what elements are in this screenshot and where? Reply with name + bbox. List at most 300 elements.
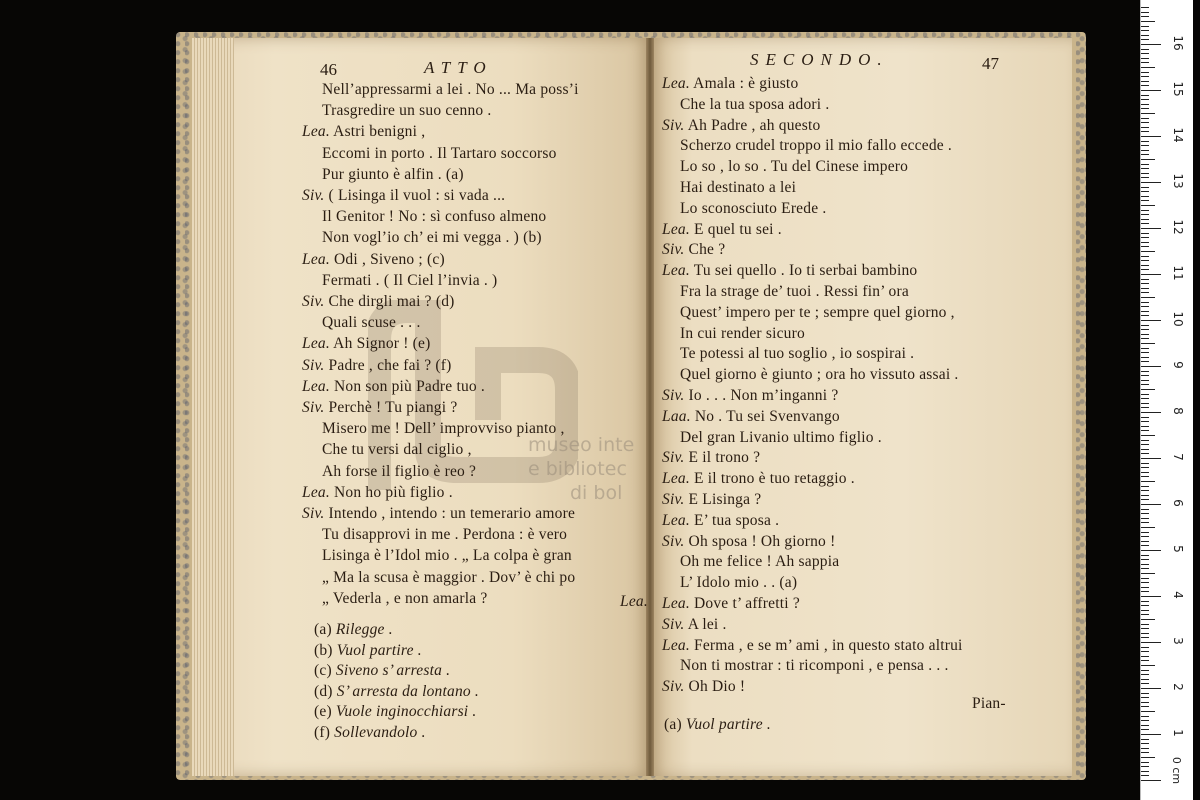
footnote (314, 702, 476, 722)
ruler-tick (1141, 467, 1149, 468)
ruler-tick (1141, 472, 1149, 473)
line-text: E il trono è tuo retaggio . (694, 470, 855, 488)
ruler-tick (1141, 532, 1149, 533)
ruler-tick (1141, 628, 1149, 629)
left-catchword: Lea. (620, 593, 648, 610)
ruler-tick (1141, 568, 1149, 569)
line-text: Oh me felice ! Ah sappia (680, 553, 840, 571)
ruler-number: 8 (1171, 407, 1185, 415)
ruler-tick (1141, 706, 1149, 707)
speaker-label: Siv. (662, 387, 685, 404)
footnote-text: Vuol partire . (685, 716, 771, 733)
watermark-text-3: di bol (570, 482, 623, 504)
ruler-tick (1141, 104, 1149, 105)
ruler-tick (1141, 274, 1161, 275)
ruler-tick (1141, 610, 1149, 611)
text-line (322, 589, 487, 609)
speaker-label: Lea. (662, 636, 690, 654)
ruler-tick (1141, 536, 1149, 537)
line-text: „ Ma la scusa è maggior . Dov’ è chi po (322, 568, 576, 586)
speaker-label: Siv. (302, 293, 325, 310)
ruler-number: 5 (1171, 545, 1185, 553)
ruler-tick (1141, 173, 1149, 174)
ruler-tick (1141, 315, 1149, 316)
ruler-number: 4 (1171, 591, 1185, 599)
footnote-mark: (d) (314, 682, 333, 700)
speaker-label: Lea. (662, 511, 690, 529)
ruler-tick (1141, 605, 1149, 606)
ruler-tick (1141, 279, 1149, 280)
line-text: E’ tua sposa . (694, 511, 780, 529)
ruler-tick (1141, 26, 1149, 27)
ruler-tick (1141, 251, 1155, 252)
speaker-label: Siv. (662, 615, 685, 633)
speaker-label: Lea. (302, 377, 330, 395)
line-text: Del gran Livanio ultimo figlio . (680, 428, 882, 446)
ruler-tick (1141, 297, 1155, 298)
text-line (302, 250, 445, 270)
text-line (322, 165, 464, 185)
speaker-label: Siv. (662, 491, 685, 508)
ruler-tick (1141, 302, 1149, 303)
text-line (662, 240, 725, 260)
ruler-tick (1141, 366, 1161, 367)
ruler-tick (1141, 283, 1149, 284)
ruler-tick (1141, 527, 1155, 528)
ruler-tick (1141, 660, 1149, 661)
line-text: Quali scuse . . . (322, 314, 421, 332)
ruler-tick (1141, 688, 1161, 689)
text-line (680, 656, 949, 676)
ruler-tick (1141, 504, 1161, 505)
ruler-tick (1141, 76, 1149, 77)
ruler-tick (1141, 550, 1161, 551)
ruler-tick (1141, 771, 1149, 772)
text-line (680, 95, 829, 115)
ruler-tick (1141, 499, 1149, 500)
text-line (662, 74, 798, 94)
text-line (322, 525, 567, 545)
ruler-tick (1141, 242, 1149, 243)
ruler-number: 7 (1171, 453, 1185, 461)
speaker-label: Siv. (662, 449, 685, 467)
speaker-label: Laa. (662, 407, 691, 425)
speaker-label: Siv. (662, 532, 685, 550)
ruler-tick (1141, 90, 1161, 91)
ruler-tick (1141, 113, 1155, 114)
ruler-tick (1141, 614, 1149, 615)
text-line (680, 573, 797, 593)
line-text: Ah Padre , ah questo (687, 116, 821, 134)
ruler-tick (1141, 145, 1149, 146)
ruler-tick (1141, 619, 1155, 620)
ruler-tick (1141, 95, 1149, 96)
ruler-tick (1141, 601, 1149, 602)
footnote-mark: (a) (664, 716, 682, 733)
ruler-tick (1141, 522, 1149, 523)
line-text: Ferma , e se m’ ami , in questo stato altrui (694, 636, 963, 654)
ruler-tick (1141, 269, 1149, 270)
ruler-tick (1141, 108, 1149, 109)
ruler-tick (1141, 159, 1155, 160)
footnote-mark: (a) (314, 621, 332, 638)
footnote-text: Siveno s’ arresta . (335, 662, 451, 680)
line-text: Lo so , lo so . Tu del Cinese impero (680, 158, 909, 176)
text-line (322, 271, 497, 291)
ruler-tick (1141, 389, 1155, 390)
text-line (662, 636, 963, 656)
line-text: Ah Signor ! (e) (333, 335, 431, 353)
text-line (302, 398, 457, 418)
ruler-tick (1141, 375, 1149, 376)
ruler-tick (1141, 656, 1149, 657)
ruler-tick (1141, 693, 1149, 694)
ruler-tick (1141, 545, 1149, 546)
ruler-tick (1141, 486, 1149, 487)
speaker-label: Lea. (662, 75, 690, 92)
watermark-text-1: museo inte (528, 434, 635, 456)
ruler-tick (1141, 352, 1149, 353)
line-text: Quest’ impero per te ; sempre quel giorno , (680, 303, 955, 321)
ruler-tick (1141, 573, 1155, 574)
text-line (680, 282, 909, 302)
ruler-tick (1141, 256, 1149, 257)
ruler-tick (1141, 555, 1149, 556)
ruler-tick (1141, 440, 1149, 441)
line-text: E quel tu sei . (694, 220, 782, 238)
book-gutter (646, 38, 654, 776)
ruler-tick (1141, 53, 1149, 54)
ruler-tick (1141, 141, 1149, 142)
line-text: Quel giorno è giunto ; ora ho vissuto assai . (680, 366, 959, 384)
speaker-label: Siv. (302, 399, 325, 416)
speaker-label: Lea. (302, 335, 330, 353)
line-text: In cui render sicuro (680, 324, 805, 342)
measurement-ruler (1140, 0, 1193, 800)
footnote (314, 723, 426, 743)
ruler-tick (1141, 775, 1149, 776)
text-line (662, 511, 779, 531)
line-text: Io . . . Non m’inganni ? (688, 387, 839, 404)
ruler-tick (1141, 734, 1161, 735)
ruler-tick (1141, 453, 1149, 454)
ruler-tick (1141, 288, 1149, 289)
ruler-tick (1141, 214, 1149, 215)
ruler-tick (1141, 210, 1149, 211)
footnote (314, 661, 450, 681)
ruler-tick (1141, 237, 1149, 238)
ruler-tick (1141, 679, 1149, 680)
ruler-tick (1141, 490, 1149, 491)
text-line (680, 178, 796, 198)
ruler-tick (1141, 766, 1149, 767)
text-line (302, 377, 485, 397)
text-line (662, 490, 761, 510)
footnote-mark: (c) (314, 662, 332, 680)
text-line (302, 356, 452, 376)
ruler-tick (1141, 697, 1149, 698)
ruler-tick (1141, 725, 1149, 726)
ruler-tick (1141, 150, 1149, 151)
line-text: Dove t’ affretti ? (694, 595, 800, 612)
ruler-tick (1141, 426, 1149, 427)
line-text: Il Genitor ! No : sì confuso almeno (322, 208, 547, 226)
text-line (662, 594, 800, 614)
ruler-tick (1141, 435, 1155, 436)
ruler-tick (1141, 463, 1149, 464)
text-line (662, 677, 745, 697)
footnote-text: Rilegge . (335, 621, 393, 638)
speaker-label: Lea. (662, 220, 690, 238)
text-line (662, 615, 727, 635)
ruler-tick (1141, 99, 1149, 100)
ruler-tick (1141, 458, 1161, 459)
ruler-tick (1141, 187, 1149, 188)
ruler-tick (1141, 380, 1149, 381)
ruler-tick (1141, 421, 1149, 422)
text-line (302, 186, 505, 206)
text-line (322, 144, 557, 164)
ruler-tick (1141, 205, 1155, 206)
ruler-tick (1141, 338, 1149, 339)
line-text: ( Lisinga il vuol : si vada ... (328, 187, 506, 204)
ruler-tick (1141, 228, 1161, 229)
right-page-number: 47 (982, 54, 999, 73)
speaker-label: Siv. (662, 678, 685, 696)
text-line (662, 386, 838, 406)
page-edges (192, 38, 234, 776)
text-line (322, 568, 575, 588)
ruler-tick (1141, 642, 1161, 643)
ruler-tick (1141, 670, 1149, 671)
line-text: Non son più Padre tuo . (334, 377, 485, 395)
ruler-tick (1141, 348, 1149, 349)
line-text: Lisinga è l’Idol mio . „ La colpa è gran (322, 547, 572, 565)
ruler-tick (1141, 518, 1149, 519)
line-text: Trasgredire un suo cenno . (322, 102, 492, 120)
text-line (662, 407, 840, 427)
text-line (662, 220, 782, 240)
ruler-tick (1141, 683, 1149, 684)
ruler-tick (1141, 177, 1149, 178)
speaker-label: Lea. (302, 250, 330, 268)
line-text: Oh sposa ! Oh giorno ! (688, 532, 836, 550)
line-text: A lei . (687, 615, 727, 633)
ruler-tick (1141, 417, 1149, 418)
ruler-tick (1141, 30, 1149, 31)
text-line (322, 313, 421, 333)
line-text: Pur giunto è alfin . (a) (322, 165, 464, 183)
ruler-tick (1141, 412, 1161, 413)
ruler-tick (1141, 430, 1149, 431)
line-text: Tu sei quello . Io ti serbai bambino (693, 262, 918, 280)
ruler-tick (1141, 509, 1149, 510)
text-line (302, 122, 425, 142)
line-text: Che dirgli mai ? (d) (328, 293, 455, 310)
right-catchword: Pian- (972, 695, 1006, 712)
ruler-tick (1141, 191, 1149, 192)
ruler-tick (1141, 716, 1149, 717)
ruler-tick (1141, 559, 1149, 560)
line-text: Che ? (688, 241, 726, 259)
line-text: E il trono ? (688, 449, 761, 467)
ruler-tick (1141, 260, 1149, 261)
text-line (680, 324, 805, 344)
ruler-tick (1141, 587, 1149, 588)
ruler-tick (1141, 495, 1149, 496)
line-text: Che la tua sposa adori . (680, 95, 830, 113)
text-line (662, 261, 917, 281)
ruler-tick (1141, 541, 1149, 542)
ruler-tick (1141, 394, 1149, 395)
ruler-tick (1141, 122, 1149, 123)
text-line (680, 136, 952, 156)
speaker-label: Lea. (302, 483, 330, 501)
line-text: Tu disapprovi in me . Perdona : è vero (322, 526, 568, 544)
ruler-number: 14 (1171, 127, 1185, 143)
line-text: Hai destinato a lei (680, 179, 797, 196)
line-text: Odi , Siveno ; (c) (334, 250, 445, 268)
footnote (664, 715, 771, 735)
ruler-tick (1141, 384, 1149, 385)
ruler-tick (1141, 164, 1149, 165)
line-text: Non vogl’io ch’ ei mi vegga . ) (b) (322, 229, 542, 247)
ruler-tick (1141, 223, 1149, 224)
text-line (680, 157, 908, 177)
text-line (662, 469, 855, 489)
line-text: E Lisinga ? (688, 491, 762, 508)
footnote-mark: (b) (314, 641, 333, 659)
ruler-tick (1141, 329, 1149, 330)
ruler-tick (1141, 21, 1155, 22)
ruler-tick (1141, 647, 1149, 648)
ruler-number: 15 (1171, 81, 1185, 97)
text-line (322, 546, 572, 566)
line-text: Perchè ! Tu piangi ? (328, 399, 458, 416)
text-line (322, 228, 542, 248)
ruler-tick (1141, 720, 1149, 721)
text-line (302, 292, 455, 312)
speaker-label: Siv. (302, 505, 325, 522)
ruler-number: 6 (1171, 499, 1185, 507)
text-line (662, 116, 820, 136)
ruler-tick (1141, 729, 1149, 730)
text-line (302, 504, 575, 524)
line-text: Misero me ! Dell’ improvviso pianto , (322, 420, 565, 438)
ruler-tick (1141, 757, 1155, 758)
ruler-tick (1141, 739, 1149, 740)
ruler-tick (1141, 591, 1149, 592)
watermark-text-2: e bibliotec (528, 458, 627, 480)
ruler-tick (1141, 371, 1149, 372)
ruler-number: 12 (1171, 219, 1185, 235)
ruler-tick (1141, 16, 1149, 17)
ruler-tick (1141, 449, 1149, 450)
text-line (302, 483, 453, 503)
text-line (680, 428, 882, 448)
line-text: Fra la strage de’ tuoi . Ressi fin’ ora (680, 283, 909, 300)
text-line (322, 462, 476, 482)
ruler-tick (1141, 67, 1155, 68)
ruler-tick (1141, 200, 1149, 201)
footnote-mark: (f) (314, 724, 331, 741)
ruler-number: 10 (1171, 311, 1185, 327)
speaker-label: Siv. (662, 116, 685, 134)
text-line (680, 344, 914, 364)
ruler-tick (1141, 127, 1149, 128)
speaker-label: Lea. (302, 123, 330, 141)
ruler-number: 3 (1171, 637, 1185, 645)
footnote-text: Vuol partire . (336, 641, 422, 659)
line-text: Scherzo crudel troppo il mio fallo eccede . (680, 137, 952, 155)
ruler-tick (1141, 58, 1149, 59)
ruler-tick (1141, 39, 1149, 40)
footnote (314, 682, 479, 702)
line-text: Oh Dio ! (688, 678, 746, 696)
speaker-label: Lea. (662, 470, 690, 488)
ruler-tick (1141, 357, 1149, 358)
ruler-tick (1141, 780, 1161, 781)
line-text: Ah forse il figlio è reo ? (322, 462, 477, 480)
line-text: Nell’appressarmi a lei . No ... Ma poss’i (322, 81, 579, 98)
ruler-tick (1141, 136, 1161, 137)
ruler-number: 13 (1171, 173, 1185, 189)
ruler-tick (1141, 325, 1149, 326)
ruler-tick (1141, 637, 1149, 638)
ruler-tick (1141, 564, 1149, 565)
ruler-tick (1141, 12, 1149, 13)
ruler-number: 2 (1171, 683, 1185, 691)
line-text: Intendo , intendo : un temerario amore (328, 505, 576, 522)
ruler-tick (1141, 596, 1161, 597)
ruler-tick (1141, 131, 1149, 132)
text-line (680, 199, 826, 219)
text-line (322, 80, 579, 100)
ruler-tick (1141, 752, 1149, 753)
text-line (322, 101, 492, 121)
ruler-tick (1141, 513, 1149, 514)
text-line (322, 419, 565, 439)
ruler-tick (1141, 361, 1149, 362)
line-text: Fermati . ( Il Ciel l’invia . ) (322, 271, 498, 289)
line-text: Non ti mostrar : ti ricomponi , e pensa . . . (680, 657, 949, 675)
footnote (314, 641, 422, 661)
ruler-tick (1141, 72, 1149, 73)
ruler-tick (1141, 85, 1149, 86)
ruler-number: 1 (1171, 729, 1185, 737)
ruler-tick (1141, 407, 1149, 408)
ruler-tick (1141, 168, 1149, 169)
text-line (322, 440, 472, 460)
ruler-tick (1141, 118, 1149, 119)
ruler-tick (1141, 62, 1149, 63)
ruler-tick (1141, 651, 1149, 652)
ruler-tick (1141, 334, 1149, 335)
ruler-tick (1141, 182, 1161, 183)
ruler-number: 9 (1171, 361, 1185, 369)
ruler-tick (1141, 444, 1149, 445)
ruler-tick (1141, 633, 1149, 634)
ruler-tick (1141, 320, 1161, 321)
ruler-tick (1141, 81, 1149, 82)
ruler-tick (1141, 219, 1149, 220)
line-text: Eccomi in porto . Il Tartaro soccorso (322, 144, 557, 162)
ruler-tick (1141, 624, 1149, 625)
line-text: Te potessi al tuo soglio , io sospirai . (680, 345, 915, 363)
ruler-tick (1141, 154, 1149, 155)
line-text: Lo sconosciuto Erede . (680, 199, 827, 217)
left-page-number: 46 (320, 60, 337, 79)
